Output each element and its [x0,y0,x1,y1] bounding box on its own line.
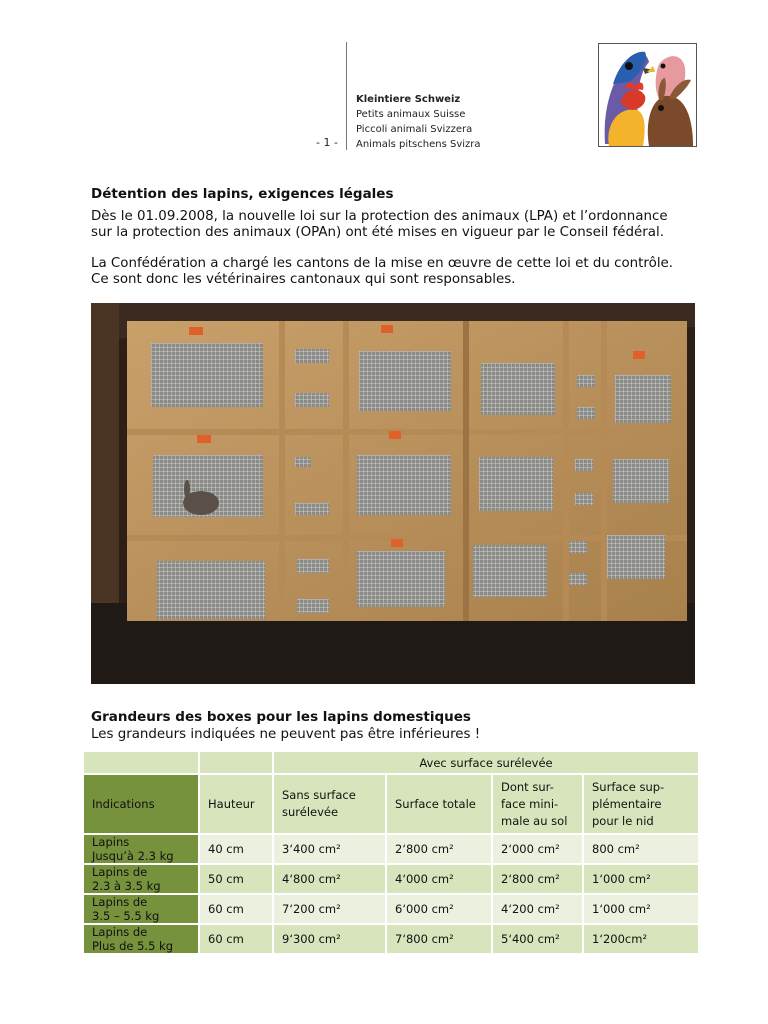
cell-dont: 4‘200 cm² [493,895,584,925]
org-name-de: Kleintiere Schweiz [356,94,461,105]
rabbit-hutch-photo [91,303,695,684]
cell-hauteur: 60 cm [200,895,274,925]
cell-dont: 2‘800 cm² [493,865,584,895]
cell-hauteur: 50 cm [200,865,274,895]
animals-logo-icon [598,43,697,147]
cell-sans: 3‘400 cm² [274,835,387,865]
table-row [84,865,700,895]
table-row [84,835,700,865]
header-hauteur: Hauteur [200,775,274,835]
header-divider [346,42,347,150]
section-title-detention: Détention des lapins, exigences légales [91,186,394,202]
header-surface-totale: Surface totale [387,775,493,835]
intro-paragraph [91,209,701,241]
cell-supp: 1‘000 cm² [584,895,700,925]
table-header-row [84,775,700,835]
row-indication: Lapins de 3.5 – 5.5 kg [84,895,200,925]
cell-sans: 4‘800 cm² [274,865,387,895]
group-header-elevated: Avec surface surélevée [274,752,700,775]
header-sans-surface: Sans surface surélevée [274,775,387,835]
cell-sans: 9‘300 cm² [274,925,387,955]
box-sizes-table [84,752,700,955]
header-indications: Indications [84,775,200,835]
header-dont-surface: Dont sur- face mini- male au sol [493,775,584,835]
org-name-fr: Petits animaux Suisse [356,109,466,120]
org-name-it: Piccoli animali Svizzera [356,124,473,135]
cell-totale: 7‘800 cm² [387,925,493,955]
header-surface-supplementaire: Surface sup- plémentaire pour le nid [584,775,700,835]
row-indication: Lapins Jusqu’à 2.3 kg [84,835,200,865]
cantons-line-2: Ce sont donc les vétérinaires cantonaux qui sont responsables. [91,272,516,287]
cantons-line-1: La Confédération a chargé les cantons de la mise en œuvre de cette loi et du contrôle. [91,256,674,271]
cell-sans: 7‘200 cm² [274,895,387,925]
cell-supp: 1‘200cm² [584,925,700,955]
cell-dont: 5‘400 cm² [493,925,584,955]
cell-hauteur: 60 cm [200,925,274,955]
cell-hauteur: 40 cm [200,835,274,865]
table-row [84,925,700,955]
sizes-subtitle: Les grandeurs indiquées ne peuvent pas être inférieures ! [91,727,481,742]
section-title-sizes: Grandeurs des boxes pour les lapins domestiques [91,709,471,725]
intro-line-1: Dès le 01.09.2008, la nouvelle loi sur la protection des animaux (LPA) et l’ordonnance [91,209,668,224]
row-indication: Lapins de Plus de 5.5 kg [84,925,200,955]
cell-totale: 2‘800 cm² [387,835,493,865]
cell-totale: 4‘000 cm² [387,865,493,895]
row-indication: Lapins de 2.3 à 3.5 kg [84,865,200,895]
intro-line-2: sur la protection des animaux (OPAn) ont été mises en vigueur par le Conseil fédéral. [91,225,664,240]
page-number: - 1 - [316,136,338,149]
cell-supp: 1‘000 cm² [584,865,700,895]
organization-names [356,92,481,152]
cantons-paragraph [91,256,701,288]
org-name-rm: Animals pitschens Svizra [356,139,481,150]
table-row [84,895,700,925]
table-group-header-row [84,752,700,775]
cell-dont: 2‘000 cm² [493,835,584,865]
cell-totale: 6‘000 cm² [387,895,493,925]
cell-supp: 800 cm² [584,835,700,865]
